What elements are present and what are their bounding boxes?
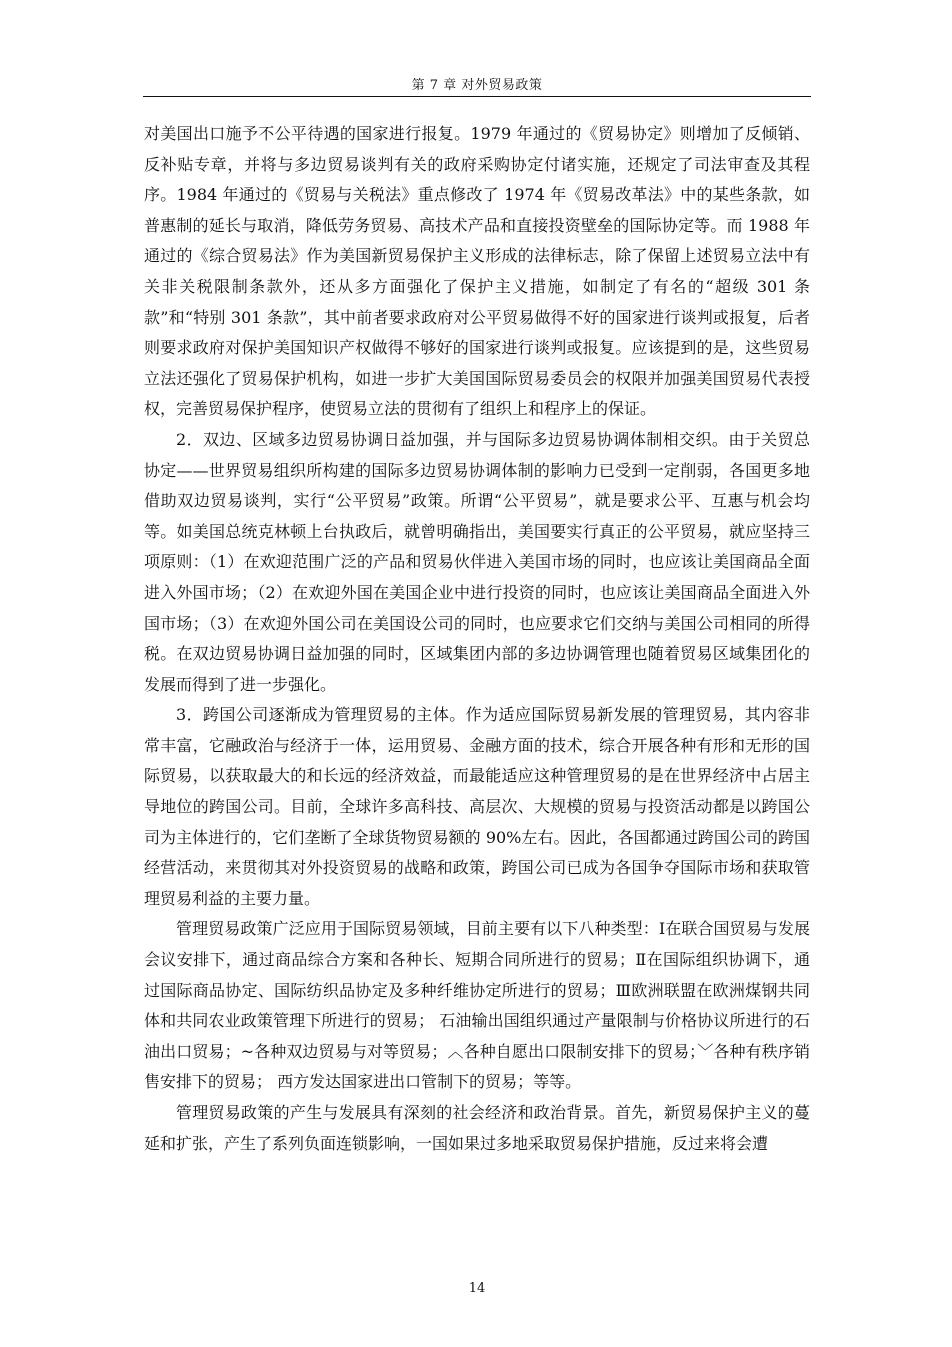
page-number: 14 <box>468 1281 486 1296</box>
paragraph-bilateral-coordination: 2．双边、区域多边贸易协调日益加强，并与国际多边贸易协调体制相交织。由于关贸总协定——世界贸易组织所构建的国际多边贸易协调体制的影响力已受到一定削弱，各国更多地借助双边贸易谈判，实行“公平贸易”政策。所谓“公平贸易”，就是要求公平、互惠与机会均等。如美国总统克林顿上台执政后，就曾明确指出，美国要实行真正的公平贸易，就应坚持三项原则：（1）在欢迎范围广泛的产品和贸易伙伴进入美国市场的同时，也应该让美国商品全面进入外国市场；（2）在欢迎外国在美国企业中进行投资的同时，也应该让美国商品全面进入外国市场；（3）在欢迎外国公司在美国设公司的同时，也应要求它们交纳与美国公司相同的所得税。在双边贸易协调日益加强的同时，区域集团内部的多边协调管理也随着贸易区域集团化的发展而得到了进一步强化。 <box>144 429 810 694</box>
paragraph-policy-types: 管理贸易政策广泛应用于国际贸易领域，目前主要有以下八种类型：Ⅰ在联合国贸易与发展会议安排下，通过商品综合方案和各种长、短期合同所进行的贸易；Ⅱ在国际组织协调下，通过国际商品协定、国际纺织品协定及多种纤维协定所进行的贸易；Ⅲ欧洲联盟在欧洲煤钢共同体和共同农业政策管理下所进行的贸易； 石油输出国组织通过产量限制与价格协议所进行的石油出口贸易；~各种双边贸易与对等贸易；︿各种自愿出口限制安排下的贸易；﹀各种有秩序销售安排下的贸易； 西方发达国家进出口管制下的贸易；等等。 <box>144 919 810 1092</box>
body-text <box>144 119 810 1159</box>
running-header: 第 7 章 对外贸易政策 <box>411 78 543 93</box>
paragraph-multinational-companies: 3．跨国公司逐渐成为管理贸易的主体。作为适应国际贸易新发展的管理贸易，其内容非常丰富，它融政治与经济于一体，运用贸易、金融方面的技术，综合开展各种有形和无形的国际贸易，以获取最大的和长远的经济效益，而最能适应这种管理贸易的是在世界经济中占居主导地位的跨国公司。目前，全球许多高科技、高层次、大规模的贸易与投资活动都是以跨国公司为主体进行的，它们垄断了全球货物贸易额的 90%左右。因此，各国都通过跨国公司的跨国经营活动，来贯彻其对外投资贸易的战略和政策，跨国公司已成为各国争夺国际市场和获取管理贸易利益的主要力量。 <box>144 705 810 908</box>
header-rule <box>143 96 811 97</box>
paragraph-continued: 对美国出口施予不公平待遇的国家进行报复。1979 年通过的《贸易协定》则增加了反倾销、反补贴专章，并将与多边贸易谈判有关的政府采购协定付诸实施，还规定了司法审查及其程序。1984 年通过的《贸易与关税法》重点修改了 1974 年《贸易改革法》中的某些条款，如普惠制的延长与取消，降低劳务贸易、高技术产品和直接投资壁垒的国际协定等。而 1988 年通过的《综合贸易法》作为美国新贸易保护主义形成的法律标志，除了保留上述贸易立法中有关非关税限制条款外，还从多方面强化了保护主义措施，如制定了有名的“超级 301 条款”和“特别 301 条款”，其中前者要求政府对公平贸易做得不好的国家进行谈判或报复，后者则要求政府对保护美国知识产权做得不够好的国家进行谈判或报复。应该提到的是，这些贸易立法还强化了贸易保护机构，如进一步扩大美国国际贸易委员会的权限并加强美国贸易代表授权，完善贸易保护程序，使贸易立法的贯彻有了组织上和程序上的保证。 <box>144 124 810 419</box>
paragraph-background: 管理贸易政策的产生与发展具有深刻的社会经济和政治背景。首先，新贸易保护主义的蔓延和扩张，产生了系列负面连锁影响，一国如果过多地采取贸易保护措施，反过来将会遭 <box>144 1103 810 1153</box>
